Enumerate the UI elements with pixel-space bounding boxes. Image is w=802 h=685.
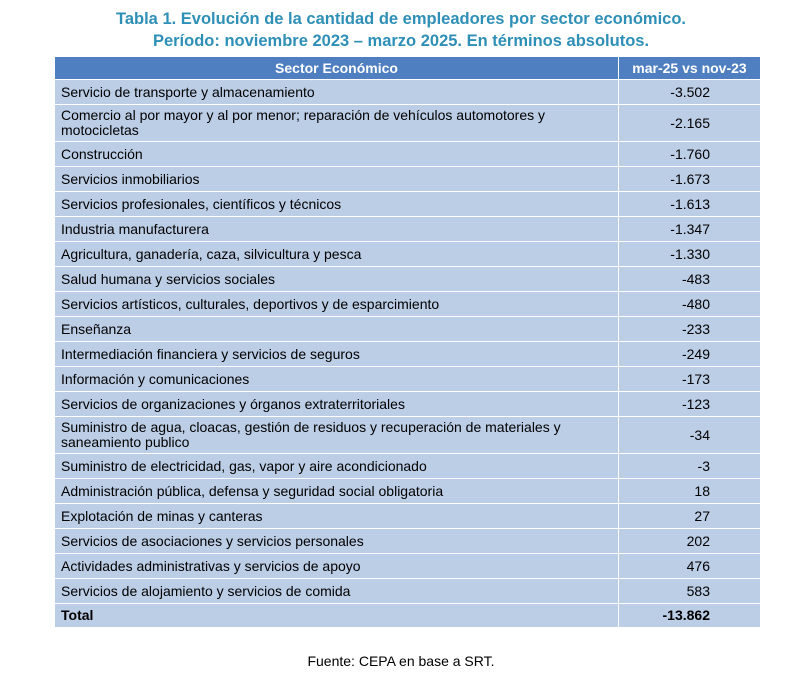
value-cell: -3 [619, 453, 760, 478]
table-row [55, 341, 760, 366]
total-row [55, 603, 760, 627]
title-line-1: Tabla 1. Evolución de la cantidad de empleadores por sector económico. [115, 10, 686, 28]
sector-cell: Servicios artísticos, culturales, deportivos y de esparcimiento [55, 291, 619, 316]
value-cell: -483 [619, 266, 760, 291]
sector-cell: Información y comunicaciones [55, 366, 619, 391]
sector-cell: Suministro de agua, cloacas, gestión de residuos y recuperación de materiales y saneamiento publico [55, 416, 619, 453]
sector-cell: Agricultura, ganadería, caza, silvicultura y pesca [55, 241, 619, 266]
employers-table [55, 57, 760, 627]
sector-cell: Construcción [55, 141, 619, 166]
sector-cell: Actividades administrativas y servicios de apoyo [55, 553, 619, 578]
table-row [55, 553, 760, 578]
table-row [55, 166, 760, 191]
table-row [55, 216, 760, 241]
total-label: Total [55, 603, 619, 627]
table-row [55, 291, 760, 316]
table-row [55, 478, 760, 503]
value-cell: 202 [619, 528, 760, 553]
sector-cell: Enseñanza [55, 316, 619, 341]
header-sector: Sector Económico [55, 57, 619, 79]
total-value: -13.862 [619, 603, 760, 627]
header-row [55, 57, 760, 79]
value-cell: 476 [619, 553, 760, 578]
sector-cell: Servicios de asociaciones y servicios personales [55, 528, 619, 553]
header-value: mar-25 vs nov-23 [619, 57, 760, 79]
sector-cell: Salud humana y servicios sociales [55, 266, 619, 291]
table-row [55, 141, 760, 166]
sector-cell: Administración pública, defensa y seguridad social obligatoria [55, 478, 619, 503]
value-cell: -1.347 [619, 216, 760, 241]
value-cell: 27 [619, 503, 760, 528]
title-line-2: Período: noviembre 2023 – marzo 2025. En términos absolutos. [152, 32, 650, 50]
table-row [55, 191, 760, 216]
value-cell: -1.330 [619, 241, 760, 266]
value-cell: 583 [619, 578, 760, 603]
value-cell: -1.613 [619, 191, 760, 216]
sector-cell: Servicios de organizaciones y órganos extraterritoriales [55, 391, 619, 416]
sector-cell: Servicios inmobiliarios [55, 166, 619, 191]
sector-cell: Intermediación financiera y servicios de seguros [55, 341, 619, 366]
table-row [55, 391, 760, 416]
value-cell: -123 [619, 391, 760, 416]
value-cell: -173 [619, 366, 760, 391]
value-cell: 18 [619, 478, 760, 503]
value-cell: -34 [619, 416, 760, 453]
table-row [55, 503, 760, 528]
table-row [55, 316, 760, 341]
table-row [55, 266, 760, 291]
table-title [0, 8, 802, 52]
sector-cell: Suministro de electricidad, gas, vapor y aire acondicionado [55, 453, 619, 478]
value-cell: -1.760 [619, 141, 760, 166]
sector-cell: Servicio de transporte y almacenamiento [55, 79, 619, 104]
value-cell: -480 [619, 291, 760, 316]
table-row [55, 578, 760, 603]
sector-cell: Servicios de alojamiento y servicios de comida [55, 578, 619, 603]
table-row [55, 416, 760, 453]
source-note: Fuente: CEPA en base a SRT. [307, 653, 495, 669]
sector-cell: Explotación de minas y canteras [55, 503, 619, 528]
sector-cell: Servicios profesionales, científicos y técnicos [55, 191, 619, 216]
table-row [55, 104, 760, 141]
value-cell: -3.502 [619, 79, 760, 104]
table-row [55, 528, 760, 553]
value-cell: -249 [619, 341, 760, 366]
value-cell: -1.673 [619, 166, 760, 191]
value-cell: -233 [619, 316, 760, 341]
sector-cell: Comercio al por mayor y al por menor; reparación de vehículos automotores y motocicletas [55, 104, 619, 141]
table-row [55, 79, 760, 104]
sector-cell: Industria manufacturera [55, 216, 619, 241]
table-row [55, 366, 760, 391]
value-cell: -2.165 [619, 104, 760, 141]
table-row [55, 453, 760, 478]
table-row [55, 241, 760, 266]
